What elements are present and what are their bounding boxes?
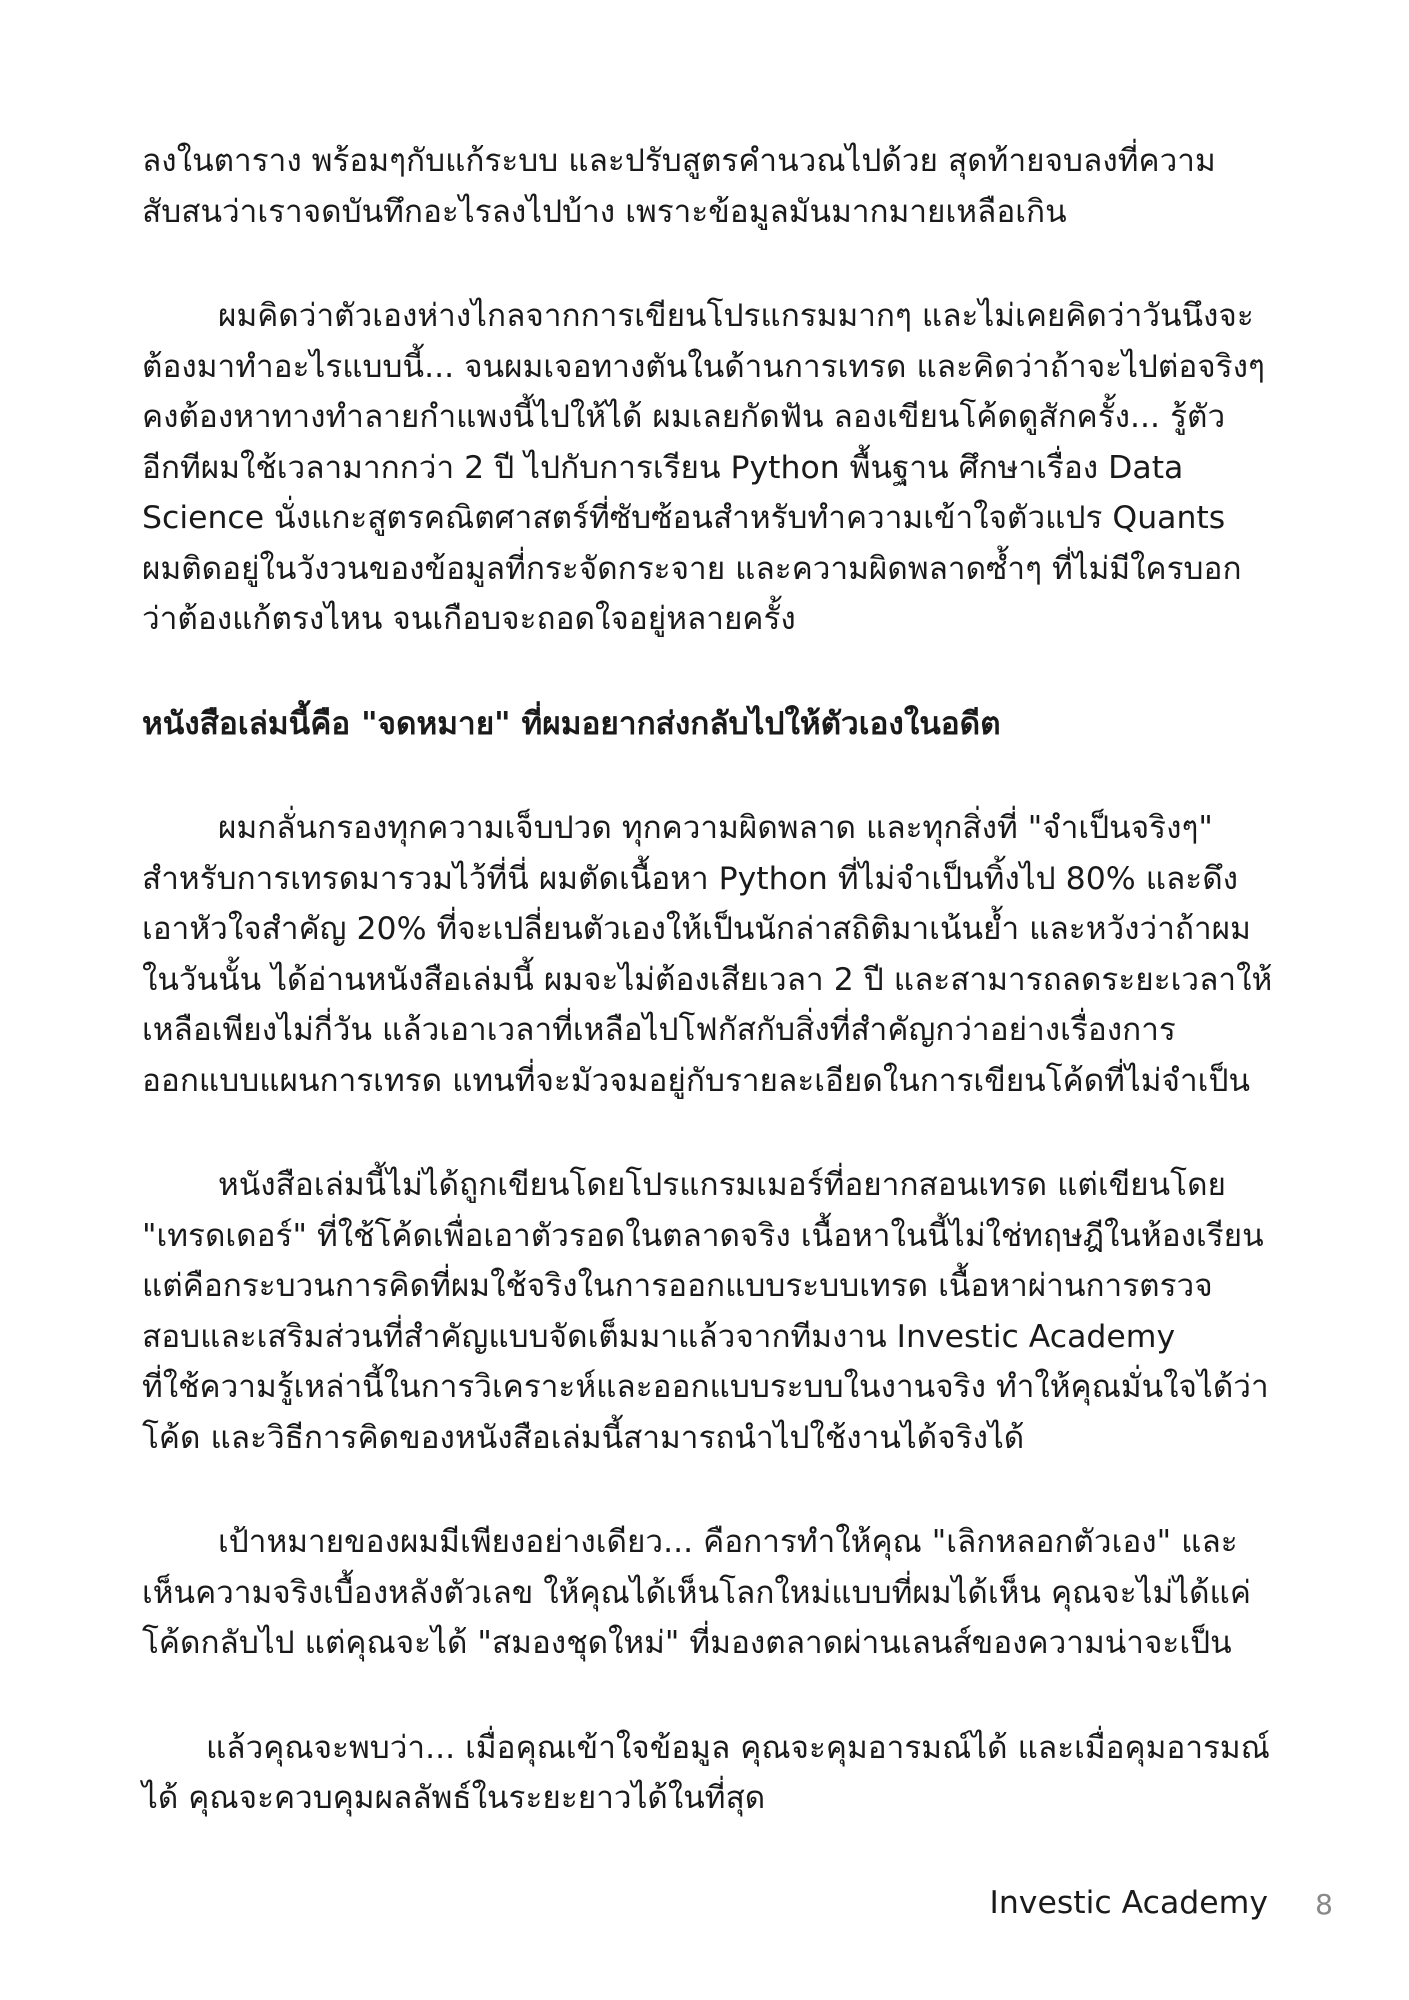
paragraph-line: แล้วคุณจะพบว่า... เมื่อคุณเข้าใจข้อมูล คุณจะคุมอารมณ์ได้ และเมื่อคุมอารมณ์ <box>206 1729 1270 1766</box>
paragraph-line: ได้ คุณจะควบคุมผลลัพธ์ในระยะยาวได้ในที่สุด <box>142 1780 766 1816</box>
paragraph-line: เอาหัวใจสำคัญ 20% ที่จะเปลี่ยนตัวเองให้เป็นนักล่าสถิติมาเน้นย้ำ และหวังว่าถ้าผม <box>142 911 1251 947</box>
paragraph-line: สับสนว่าเราจดบันทึกอะไรลงไปบ้าง เพราะข้อมูลมันมากมายเหลือเกิน <box>142 193 1067 230</box>
section-heading: หนังสือเล่มนี้คือ "จดหมาย" ที่ผมอยากส่งกลับไปให้ตัวเองในอดีต <box>142 705 1001 742</box>
page-number: 8 <box>1315 1888 1333 1921</box>
paragraph-line: หนังสือเล่มนี้ไม่ได้ถูกเขียนโดยโปรแกรมเมอร์ที่อยากสอนเทรด แต่เขียนโดย <box>218 1167 1226 1203</box>
paragraph-3 <box>142 803 1273 1106</box>
paragraph-line: สำหรับการเทรดมารวมไว้ที่นี่ ผมตัดเนื้อหา Python ที่ไม่จำเป็นทิ้งไป 80% และดึง <box>142 860 1239 897</box>
paragraph-5 <box>142 1517 1268 1669</box>
paragraph-line: Science นั่งแกะสูตรคณิตศาสตร์ที่ซับซ้อนสำหรับทำความเข้าใจตัวแปร Quants <box>142 500 1226 536</box>
signature: Investic Academy <box>989 1884 1268 1921</box>
paragraph-line: โค้ดกลับไป แต่คุณจะได้ "สมองชุดใหม่" ที่มองตลาดผ่านเลนส์ของความน่าจะเป็น <box>142 1625 1232 1661</box>
paragraph-line: อีกทีผมใช้เวลามากกว่า 2 ปี ไปกับการเรียน Python พื้นฐาน ศึกษาเรื่อง Data <box>142 449 1184 486</box>
page-body <box>142 136 1273 1928</box>
paragraph-line: โค้ด และวิธีการคิดของหนังสือเล่มนี้สามารถนำไปใช้งานได้จริงได้ <box>142 1419 1025 1456</box>
paragraph-line: ผมกลั่นกรองทุกความเจ็บปวด ทุกความผิดพลาด และทุกสิ่งที่ "จำเป็นจริงๆ" <box>218 810 1213 846</box>
paragraph-line: ผมคิดว่าตัวเองห่างไกลจากการเขียนโปรแกรมมากๆ และไม่เคยคิดว่าวันนึงจะ <box>218 298 1254 334</box>
paragraph-line: คงต้องหาทางทำลายกำแพงนี้ไปให้ได้ ผมเลยกัดฟัน ลองเขียนโค้ดดูสักครั้ง... รู้ตัว <box>142 399 1226 435</box>
paragraph-line: ว่าต้องแก้ตรงไหน จนเกือบจะถอดใจอยู่หลายครั้ง <box>142 601 796 637</box>
paragraph-2 <box>142 291 1268 645</box>
paragraph-line: ต้องมาทำอะไรแบบนี้... จนผมเจอทางตันในด้านการเทรด และคิดว่าถ้าจะไปต่อจริงๆ <box>142 348 1265 385</box>
paragraph-1 <box>142 136 1268 237</box>
paragraph-6 <box>142 1723 1268 1824</box>
paragraph-line: ในวันนั้น ได้อ่านหนังสือเล่มนี้ ผมจะไม่ต้องเสียเวลา 2 ปี และสามารถลดระยะเวลาให้ <box>142 961 1273 998</box>
paragraph-line: เป้าหมายของผมมีเพียงอย่างเดียว... คือการทำให้คุณ "เลิกหลอกตัวเอง" และ <box>218 1524 1238 1560</box>
paragraph-line: แต่คือกระบวนการคิดที่ผมใช้จริงในการออกแบบระบบเทรด เนื้อหาผ่านการตรวจ <box>142 1268 1213 1304</box>
paragraph-line: เห็นความจริงเบื้องหลังตัวเลข ให้คุณได้เห็นโลกใหม่แบบที่ผมได้เห็น คุณจะไม่ได้แค่ <box>142 1574 1251 1611</box>
paragraph-line: เหลือเพียงไม่กี่วัน แล้วเอาเวลาที่เหลือไปโฟกัสกับสิ่งที่สำคัญกว่าอย่างเรื่องการ <box>142 1012 1176 1048</box>
paragraph-line: ออกแบบแผนการเทรด แทนที่จะมัวจมอยู่กับรายละเอียดในการเขียนโค้ดที่ไม่จำเป็น <box>142 1062 1250 1099</box>
paragraph-line: ผมติดอยู่ในวังวนของข้อมูลที่กระจัดกระจาย และความผิดพลาดซ้ำๆ ที่ไม่มีใครบอก <box>142 550 1242 587</box>
paragraph-line: ลงในตาราง พร้อมๆกับแก้ระบบ และปรับสูตรคำนวณไปด้วย สุดท้ายจบลงที่ความ <box>142 143 1216 179</box>
paragraph-line: สอบและเสริมส่วนที่สำคัญแบบจัดเต็มมาแล้วจากทีมงาน Investic Academy <box>142 1318 1176 1355</box>
paragraph-line: ที่ใช้ความรู้เหล่านี้ในการวิเคราะห์และออกแบบระบบในงานจริง ทำให้คุณมั่นใจได้ว่า <box>142 1369 1269 1405</box>
paragraph-line: "เทรดเดอร์" ที่ใช้โค้ดเพื่อเอาตัวรอดในตลาดจริง เนื้อหาในนี้ไม่ใช่ทฤษฎีในห้องเรียน <box>142 1217 1264 1254</box>
paragraph-4 <box>142 1160 1268 1463</box>
